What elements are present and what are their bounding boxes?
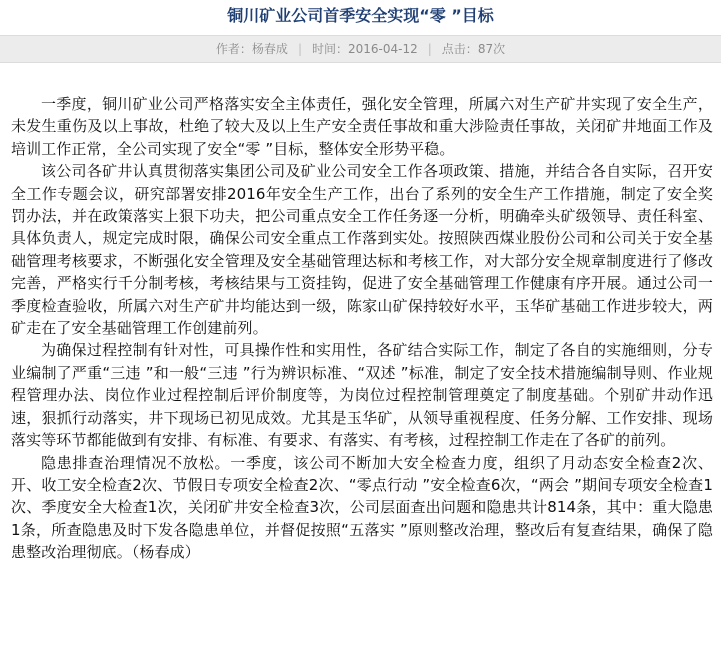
- article-paragraph: 为确保过程控制有针对性，可具操作性和实用性，各矿结合实际工作，制定了各自的实施细则，分专业编制了严重“三违 ”和一般“三违 ”行为辨识标准、“双述 ”标准，制定了安全技术措施编制导则、作业规程管理办法、岗位作业过程控制后评价制度等，为岗位过程控制管理奠定了制度基础。个别矿井动作迅速，狠抓行动落实，井下现场已初见成效。尤其是玉华矿，从领导重视程度、任务分解、工作安排、现场落实等环节都能做到有安排、有标准、有要求、有落实、有考核，过程控制工作走在了各矿的前列。: [11, 341, 713, 450]
- article-paragraph: 隐患排查治理情况不放松。一季度，该公司不断加大安全检查力度，组织了月动态安全检查2次、开、收工安全检查2次、节假日专项安全检查2次、“零点行动 ”安全检查6次，“两会 ”期间专项安全检查1次、季度安全大检查1次，关闭矿井安全检查3次，公司层面查出问题和隐患共计814条，其中：重大隐患1条，所查隐患及时下发各隐患单位，并督促按照“五落实 ”原则整改治理，整改后有复查结果，确保了隐患整改治理彻底。（杨春成）: [11, 453, 713, 562]
- meta-author-value: 杨春成: [251, 42, 288, 56]
- meta-time: [312, 36, 418, 62]
- article-body: [11, 93, 713, 564]
- meta-clicks-value: 87次: [477, 42, 506, 56]
- article-title: 铜川矿业公司首季安全实现“零 ”目标: [227, 6, 494, 25]
- article-paragraph: 一季度，铜川矿业公司严格落实安全主体责任，强化安全管理，所属六对生产矿井实现了安全生产，未发生重伤及以上事故，杜绝了较大及以上生产安全责任事故和重大涉险责任事故，关闭矿井地面工作及培训工作正常，全公司实现了安全“零 ”目标，整体安全形势平稳。: [11, 95, 713, 158]
- article-paragraph: 该公司各矿井认真贯彻落实集团公司及矿业公司安全工作各项政策、措施，并结合各自实际，召开安全工作专题会议，研究部署安排2016年安全生产工作，出台了系列的安全生产工作措施，制定了安全奖罚办法，并在政策落实上狠下功夫，把公司重点安全工作任务逐一分析，明确牵头矿级领导、责任科室、具体负责人，规定完成时限，确保公司安全重点工作落到实处。按照陕西煤业股份公司和公司关于安全基础管理考核要求，不断强化安全管理及安全基础管理达标和考核工作，对大部分安全规章制度进行了修改完善，严格实行千分制考核，考核结果与工资挂钩，促进了安全基础管理工作健康有序开展。通过公司一季度检查验收，所属六对生产矿井均能达到一级，陈家山矿保持较好水平，玉华矿基础工作进步较大，两矿走在了安全基础管理工作创建前列。: [11, 162, 713, 338]
- meta-separator: |: [427, 42, 432, 56]
- meta-author-label: 作者：: [215, 42, 252, 56]
- meta-clicks: [442, 36, 505, 62]
- meta-time-label: 时间：: [311, 42, 348, 56]
- meta-separator: |: [297, 42, 302, 56]
- meta-clicks-label: 点击：: [441, 42, 478, 56]
- article-meta-bar: [0, 35, 721, 63]
- meta-time-value: 2016-04-12: [348, 42, 418, 56]
- meta-author: [216, 36, 288, 62]
